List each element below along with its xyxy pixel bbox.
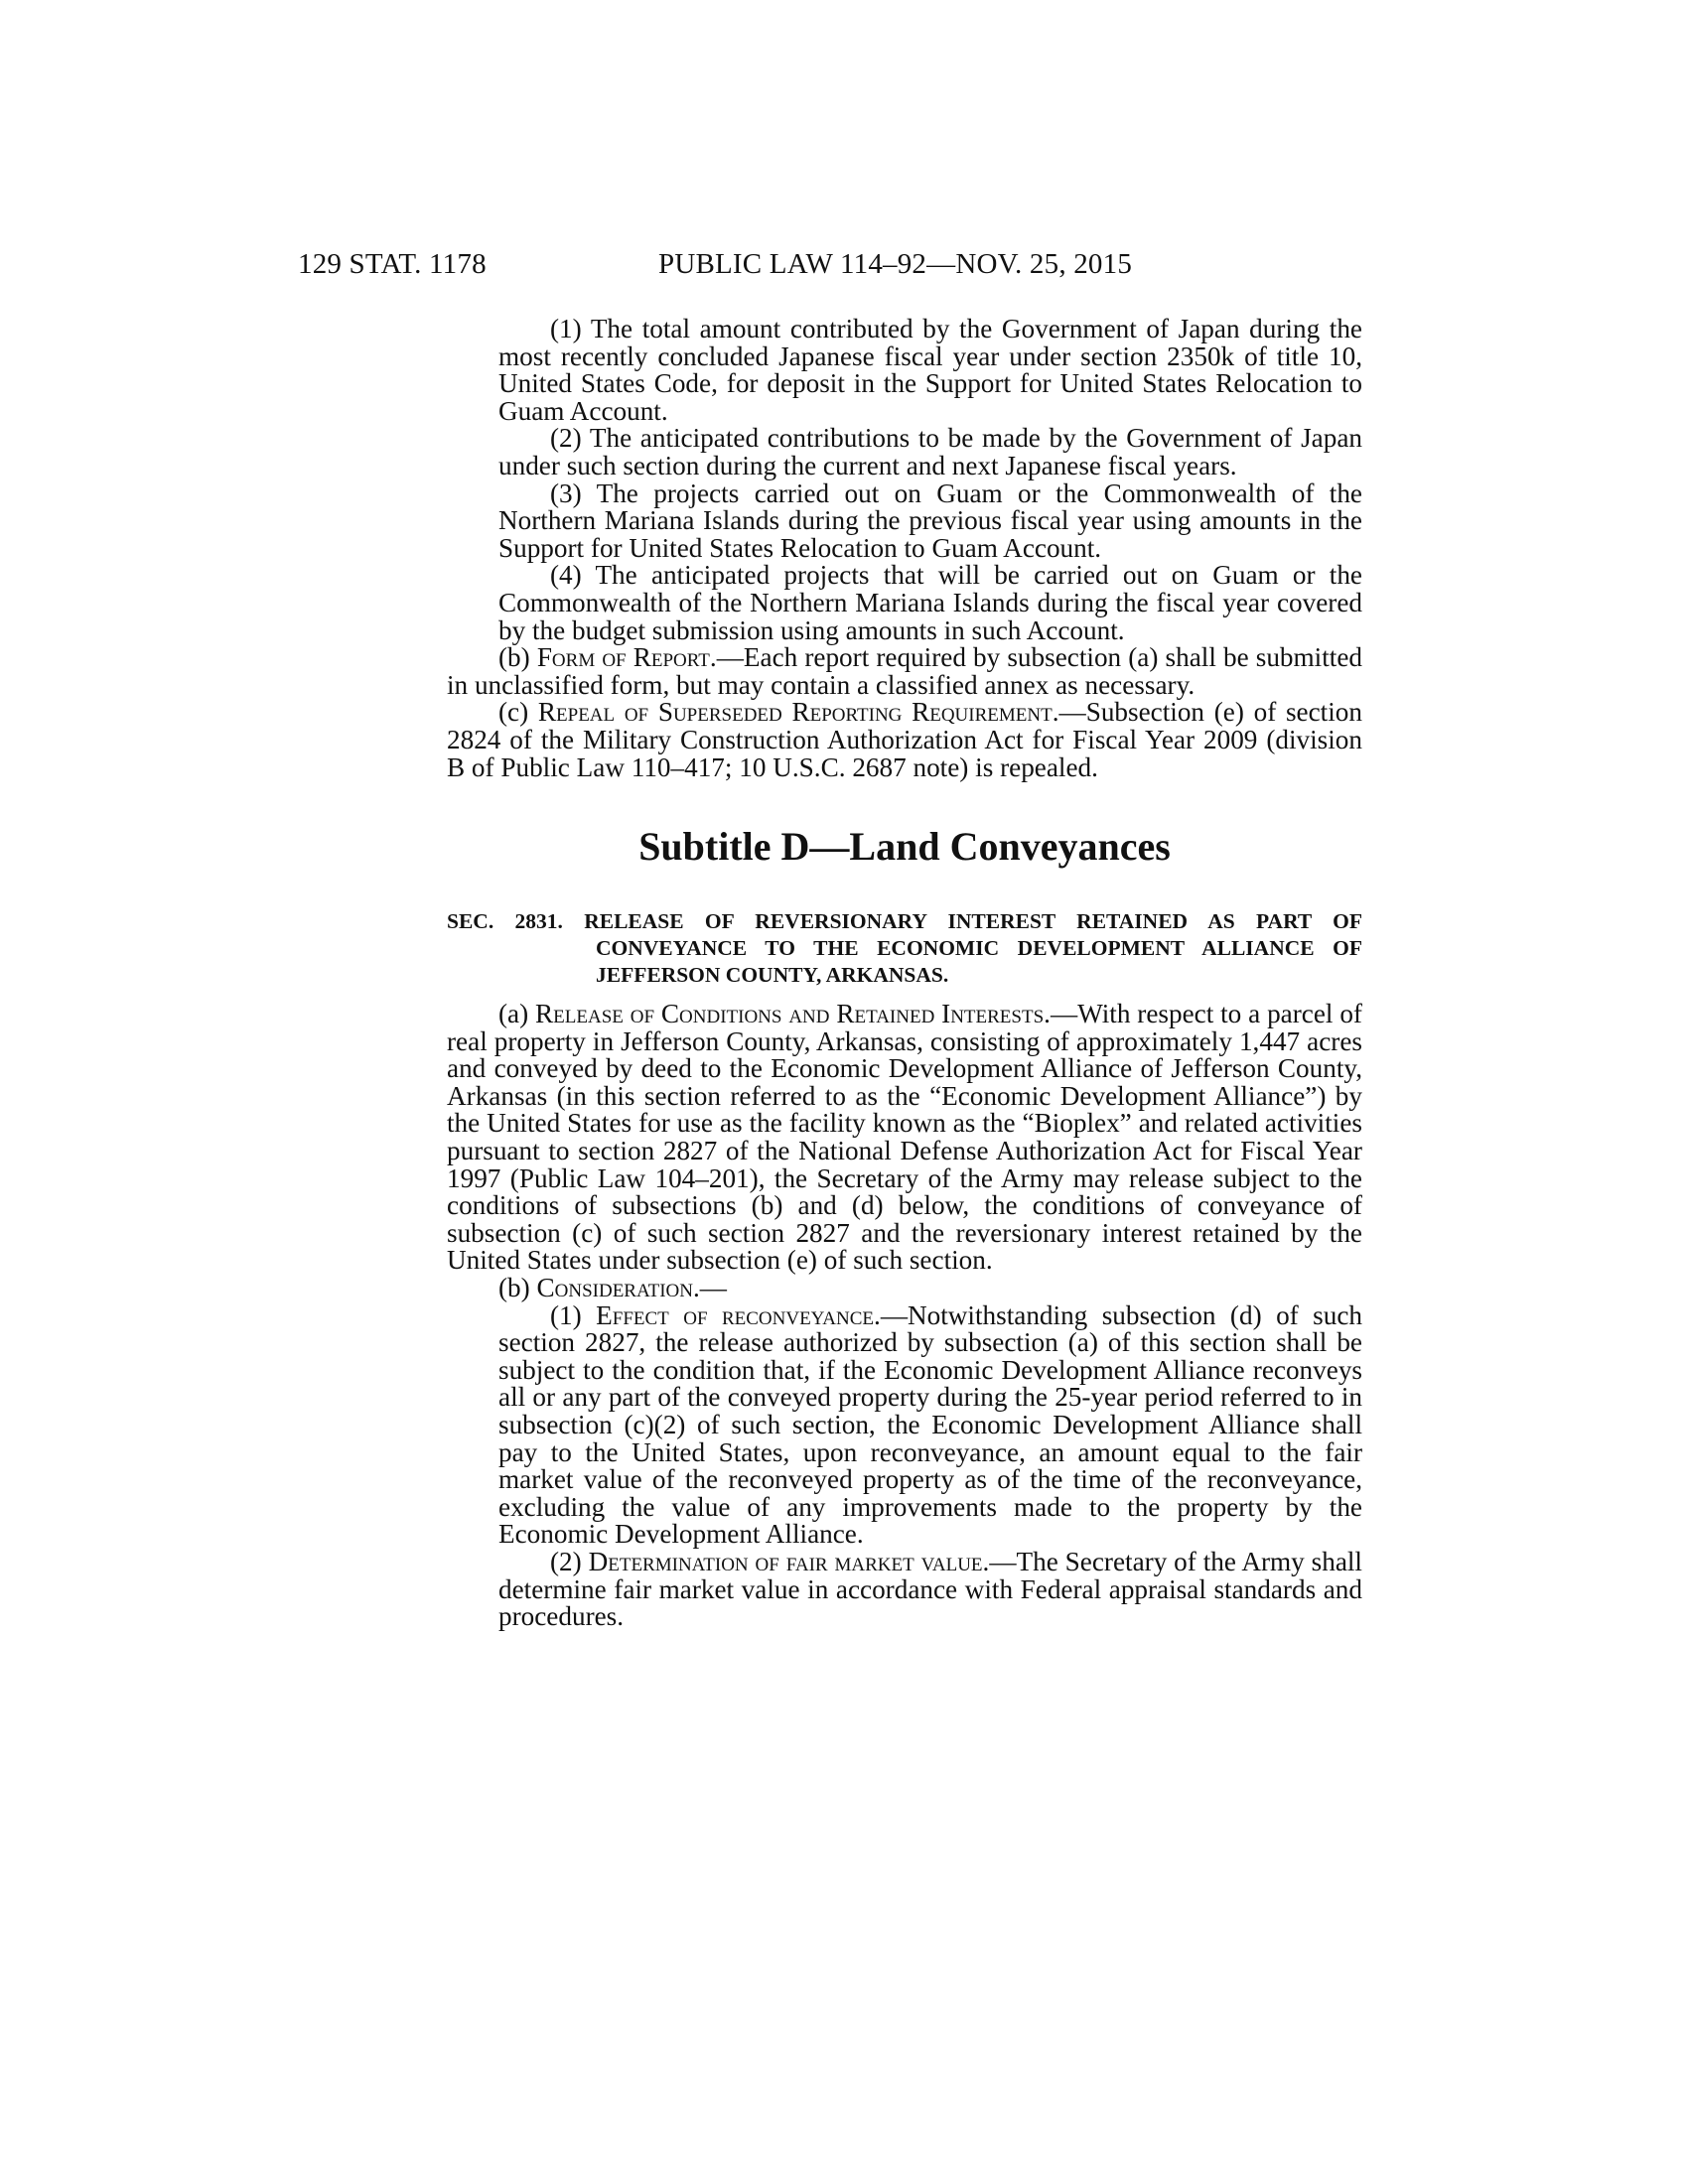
section-a-text: .—With respect to a parcel of real property in Jefferson County, Arkansas, consisting of approximately 1,447 acres and conveyed by deed to the Economic Development Alliance of Jefferson County, Arkansas (in this section referred to as the “Economic Development Alliance”) by the United States for use as the facility known as the “Bioplex” and related activities pursuant to section 2827 of the National Defense Authorization Act for Fiscal Year 1997 (Public Law 104–201), the Secretary of the Army may release subject to the conditions of subsections (b) and (d) below, the conditions of conveyance of subsection (c) of such section 2827 and the reversionary interest retained by the United States under subsection (e) of such section. <box>447 999 1362 1276</box>
section-b2-heading: Determination of fair market value <box>588 1546 983 1576</box>
subsection-b-form-of-report <box>447 644 1362 699</box>
paragraph-2: (2) The anticipated contributions to be made by the Government of Japan under such section during the current and next Japanese fiscal years. <box>498 423 1362 480</box>
section-paragraph-b1 <box>498 1299 1362 1550</box>
section-a-heading: Release of Conditions and Retained Interests <box>535 999 1045 1029</box>
subsection-c-lead: (c) <box>498 697 538 728</box>
page-header <box>298 248 1216 288</box>
subsection-c-heading: Repeal of Superseded Reporting Requirement <box>537 697 1053 728</box>
subsection-b-lead: (b) <box>498 642 537 673</box>
section-b2-text: .—The Secretary of the Army shall determine fair market value in accordance with Federal appraisal standards and procedures. <box>498 1546 1362 1632</box>
page-body <box>447 314 1362 1632</box>
subsection-c-repeal <box>447 699 1362 781</box>
section-a-lead: (a) <box>498 999 536 1029</box>
section-b1-lead: (1) <box>550 1299 597 1330</box>
section-b1-text: .—Notwithstanding subsection (d) of such section 2827, the release authorized by subsection (a) of this section shall be subject to the condition that, if the Economic Development Alliance reconveys all or any part of the conveyed property during the 25-year period referred to in subsection (c)(2) of such section, the Economic Development Alliance shall pay to the United States, upon reconveyance, an amount equal to the fair market value of the reconveyed property as of the time of the reconveyance, excluding the value of any improvements made to the property by the Economic Development Alliance. <box>498 1299 1362 1550</box>
section-b-text: .— <box>692 1273 727 1303</box>
subtitle-heading: Subtitle D—Land Conveyances <box>638 824 1171 870</box>
paragraph-1: (1) The total amount contributed by the Government of Japan during the most recently concluded Japanese fiscal year under section 2350k of title 10, United States Code, for deposit in the Support for United States Relocation to Guam Account. <box>498 314 1362 426</box>
section-b1-heading: Effect of reconveyance <box>596 1299 875 1330</box>
subsection-b-heading: Form of Report <box>536 642 710 673</box>
public-law-title: PUBLIC LAW 114–92—NOV. 25, 2015 <box>658 248 1133 280</box>
section-b-lead: (b) <box>498 1273 537 1303</box>
statute-citation: 129 STAT. 1178 <box>298 248 487 280</box>
subsection-b-text: .—Each report required by subsection (a) shall be submitted in unclassified form, but may contain a classified annex as necessary. <box>447 642 1362 700</box>
subsection-c-text: .—Subsection (e) of section 2824 of the Military Construction Authorization Act for Fiscal Year 2009 (division B of Public Law 110–417; 10 U.S.C. 2687 note) is repealed. <box>447 697 1362 782</box>
section-heading: SEC. 2831. RELEASE OF REVERSIONARY INTEREST RETAINED AS PART OF CONVEYANCE TO THE ECONOMIC DEVELOPMENT ALLIANCE OF JEFFERSON COUNTY, ARKANSAS. <box>447 909 1362 988</box>
section-b2-lead: (2) <box>550 1546 589 1576</box>
section-b-heading: Consideration <box>536 1273 693 1303</box>
paragraph-4: (4) The anticipated projects that will be carried out on Guam or the Commonwealth of the Northern Mariana Islands during the fiscal year covered by the budget submission using amounts in such Account. <box>498 560 1362 645</box>
paragraph-3: (3) The projects carried out on Guam or the Commonwealth of the Northern Mariana Islands during the previous fiscal year using amounts in the Support for United States Relocation to Guam Account. <box>498 478 1362 563</box>
section-paragraph-b2 <box>498 1546 1362 1632</box>
section-subsection-b <box>447 1275 1362 1302</box>
section-subsection-a <box>447 1001 1362 1275</box>
